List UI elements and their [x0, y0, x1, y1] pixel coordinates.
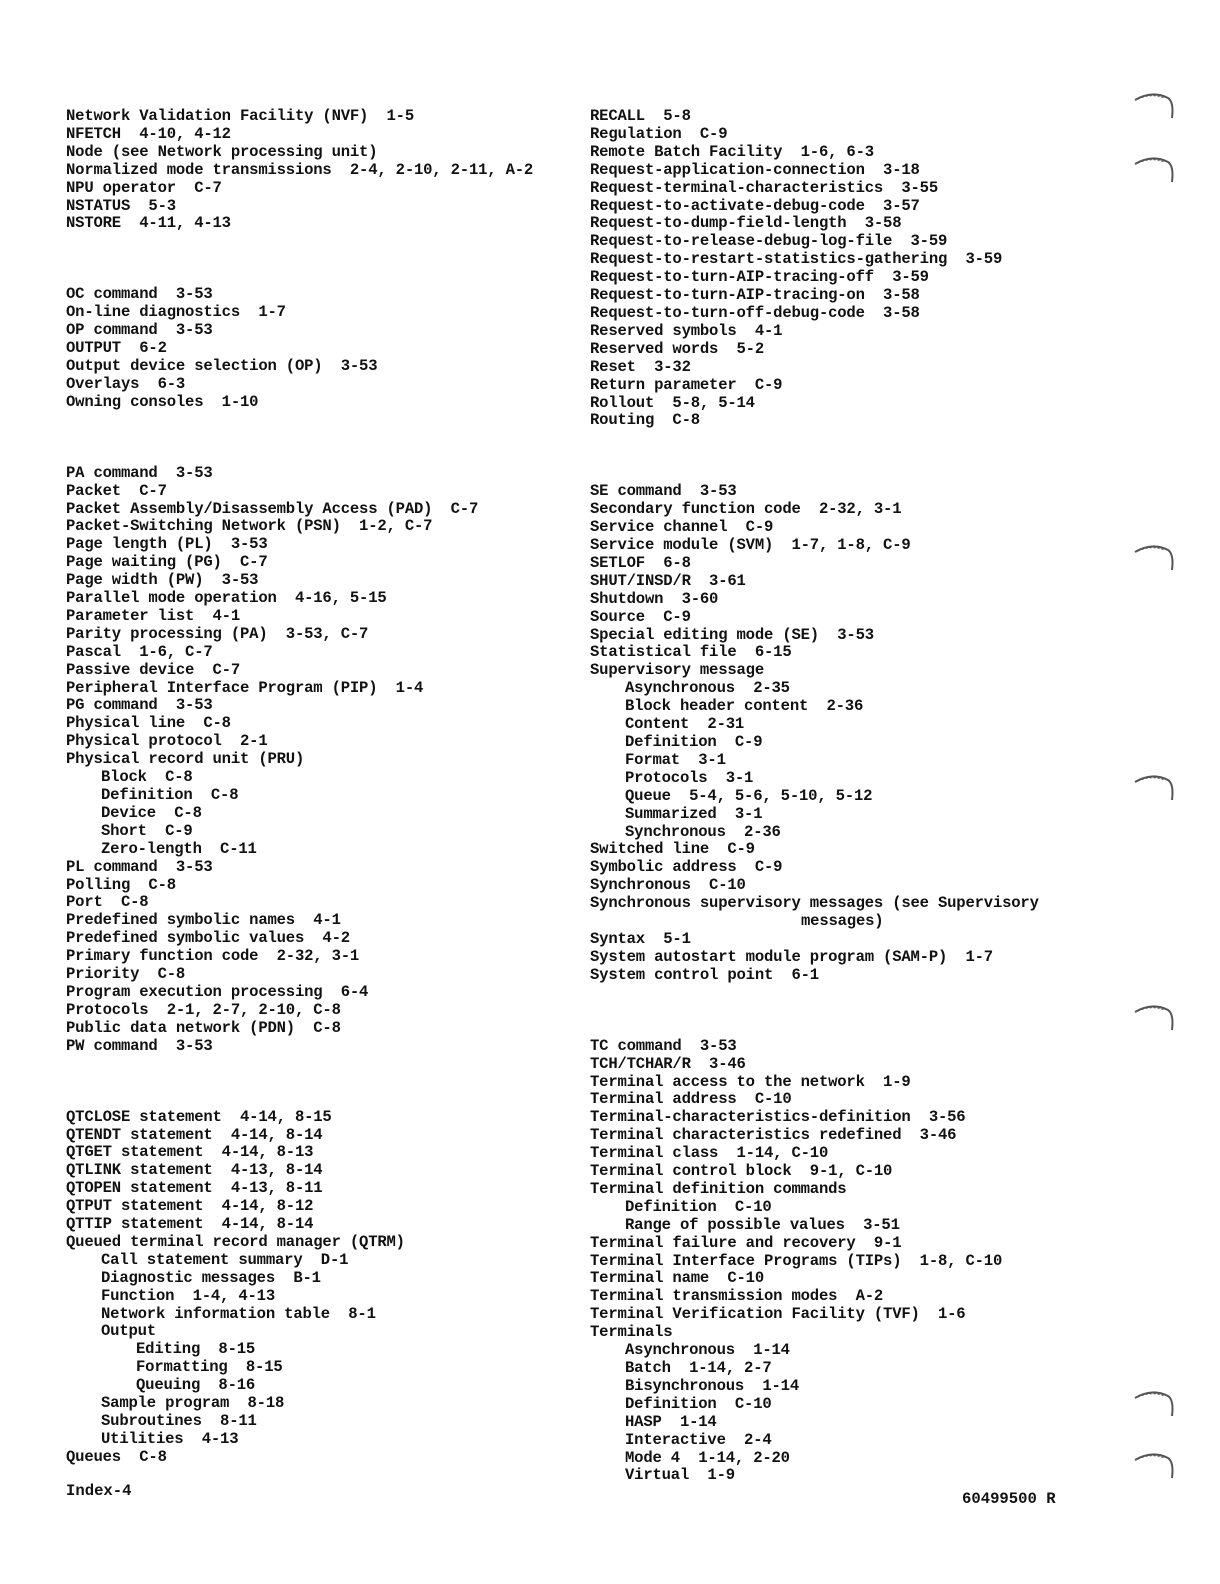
index-entry: System control point 6-1	[590, 965, 819, 984]
index-entry: Output device selection (OP) 3-53	[66, 356, 378, 375]
index-subentry: Range of possible values 3-51	[625, 1215, 900, 1234]
index-entry: Request-to-restart-statistics-gathering 3-59	[590, 250, 1003, 269]
index-entry: On-line diagnostics 1-7	[66, 303, 286, 322]
index-entry: Network Validation Facility (NVF) 1-5	[66, 107, 414, 125]
index-entry: Remote Batch Facility 1-6, 6-3	[590, 142, 874, 161]
punch-mark-icon	[1132, 88, 1178, 124]
index-subentry: Synchronous 2-36	[625, 822, 781, 841]
index-entry: OP command 3-53	[66, 321, 213, 340]
index-entry: QTGET statement 4-14, 8-13	[66, 1143, 314, 1162]
index-entry: RECALL 5-8	[590, 107, 691, 125]
index-subentry: Block C-8	[101, 768, 193, 787]
index-entry: Synchronous C-10	[590, 876, 746, 895]
index-subentry: Mode 4 1-14, 2-20	[625, 1448, 790, 1467]
index-subentry: HASP 1-14	[625, 1412, 717, 1431]
index-subentry: Call statement summary D-1	[101, 1250, 349, 1269]
index-entry: Normalized mode transmissions 2-4, 2-10, 2-11, A-2	[66, 160, 534, 179]
index-entry: Physical record unit (PRU)	[66, 750, 305, 769]
index-entry: Request-to-turn-AIP-tracing-on 3-58	[590, 286, 920, 305]
document-number: 60499500 R	[962, 1490, 1056, 1508]
index-entry: Priority C-8	[66, 965, 186, 984]
index-entry: System autostart module program (SAM-P) 1-7	[590, 947, 993, 966]
index-entry: Request-application-connection 3-18	[590, 160, 920, 179]
index-entry: Terminal Verification Facility (TVF) 1-6	[590, 1305, 966, 1324]
index-entry: Switched line C-9	[590, 840, 755, 859]
index-column-right	[590, 108, 1110, 1485]
index-entry: Special editing mode (SE) 3-53	[590, 625, 874, 644]
index-entry: Synchronous supervisory messages (see Supervisory	[590, 894, 1039, 913]
index-entry: OUTPUT 6-2	[66, 339, 167, 358]
index-column-left	[66, 108, 566, 1467]
index-entry: Terminal address C-10	[590, 1090, 792, 1109]
index-entry: Terminal definition commands	[590, 1179, 847, 1198]
index-entry: Terminal Interface Programs (TIPs) 1-8, C-10	[590, 1251, 1003, 1270]
index-entry: Request-to-activate-debug-code 3-57	[590, 196, 920, 215]
index-entry: Supervisory message	[590, 661, 764, 680]
index-subentry: Definition C-10	[625, 1197, 772, 1216]
index-entry: Request-terminal-characteristics 3-55	[590, 178, 938, 197]
punch-mark-icon	[1132, 1448, 1178, 1484]
index-entry: Terminal class 1-14, C-10	[590, 1144, 829, 1163]
section-gap	[66, 233, 566, 286]
index-subentry: Function 1-4, 4-13	[101, 1286, 275, 1305]
index-entry: Request-to-dump-field-length 3-58	[590, 214, 902, 233]
punch-mark-icon	[1132, 152, 1178, 188]
index-entry: Return parameter C-9	[590, 375, 783, 394]
index-subentry: Protocols 3-1	[625, 768, 754, 787]
index-subentry: Queuing 8-16	[136, 1376, 256, 1395]
index-entry: QTPUT statement 4-14, 8-12	[66, 1197, 314, 1216]
index-entry: Terminal transmission modes A-2	[590, 1287, 884, 1306]
index-subentry: Editing 8-15	[136, 1340, 256, 1359]
index-entry: Parallel mode operation 4-16, 5-15	[66, 589, 387, 608]
punch-mark-icon	[1132, 540, 1178, 576]
index-subentry: messages)	[801, 912, 884, 931]
index-entry: Terminal name C-10	[590, 1269, 764, 1288]
index-entry: Queues C-8	[66, 1447, 167, 1466]
index-entry: Rollout 5-8, 5-14	[590, 393, 755, 412]
index-entry: Terminals	[590, 1323, 673, 1342]
section-gap	[590, 985, 1110, 1038]
index-entry: Program execution processing 6-4	[66, 982, 369, 1001]
index-entry: Passive device C-7	[66, 660, 240, 679]
index-entry: Packet C-7	[66, 481, 167, 500]
index-entry: Service channel C-9	[590, 518, 774, 537]
index-entry: Terminal control block 9-1, C-10	[590, 1162, 893, 1181]
index-entry: NSTATUS 5-3	[66, 196, 176, 215]
index-subentry: Definition C-10	[625, 1394, 772, 1413]
section-gap	[66, 412, 566, 465]
index-entry: Syntax 5-1	[590, 929, 691, 948]
index-subentry: Bisynchronous 1-14	[625, 1376, 799, 1395]
index-entry: Reserved symbols 4-1	[590, 321, 783, 340]
index-entry: SETLOF 6-8	[590, 553, 691, 572]
index-entry: Primary function code 2-32, 3-1	[66, 947, 360, 966]
index-entry: Parity processing (PA) 3-53, C-7	[66, 624, 369, 643]
index-entry: Physical line C-8	[66, 714, 231, 733]
index-entry: Node (see Network processing unit)	[66, 142, 378, 161]
index-subentry: Diagnostic messages B-1	[101, 1268, 321, 1287]
index-entry: Page length (PL) 3-53	[66, 535, 268, 554]
index-subentry: Zero-length C-11	[101, 839, 257, 858]
index-entry: Predefined symbolic values 4-2	[66, 929, 350, 948]
index-subentry: Utilities 4-13	[101, 1429, 239, 1448]
index-subentry: Summarized 3-1	[625, 804, 763, 823]
index-subentry: Short C-9	[101, 821, 193, 840]
index-entry: Port C-8	[66, 893, 149, 912]
index-entry: PA command 3-53	[66, 463, 213, 482]
index-subentry: Virtual 1-9	[625, 1466, 735, 1485]
index-entry: PL command 3-53	[66, 857, 213, 876]
index-subentry: Formatting 8-15	[136, 1358, 283, 1377]
index-entry: Source C-9	[590, 607, 691, 626]
index-entry: Statistical file 6-15	[590, 643, 792, 662]
index-entry: OC command 3-53	[66, 285, 213, 304]
index-subentry: Content 2-31	[625, 715, 745, 734]
index-entry: QTLINK statement 4-13, 8-14	[66, 1161, 323, 1180]
index-entry: SHUT/INSD/R 3-61	[590, 571, 746, 590]
index-subentry: Network information table 8-1	[101, 1304, 376, 1323]
index-subentry: Device C-8	[101, 803, 202, 822]
index-entry: Overlays 6-3	[66, 374, 186, 393]
index-entry: QTOPEN statement 4-13, 8-11	[66, 1179, 323, 1198]
index-subentry: Subroutines 8-11	[101, 1412, 257, 1430]
section-gap	[590, 430, 1110, 483]
index-entry: Request-to-release-debug-log-file 3-59	[590, 232, 948, 251]
index-entry: Protocols 2-1, 2-7, 2-10, C-8	[66, 1000, 341, 1019]
index-entry: QTENDT statement 4-14, 8-14	[66, 1125, 323, 1144]
index-entry: TC command 3-53	[590, 1036, 737, 1055]
index-subentry: Block header content 2-36	[625, 697, 864, 716]
index-entry: Terminal characteristics redefined 3-46	[590, 1126, 957, 1145]
index-entry: Terminal access to the network 1-9	[590, 1072, 911, 1091]
index-entry: Regulation C-9	[590, 124, 728, 143]
index-entry: Reserved words 5-2	[590, 339, 764, 358]
index-subentry: Definition C-8	[101, 786, 239, 804]
index-entry: Owning consoles 1-10	[66, 392, 259, 411]
index-entry: Polling C-8	[66, 875, 176, 894]
index-entry: PG command 3-53	[66, 696, 213, 715]
index-entry: Parameter list 4-1	[66, 606, 240, 625]
index-entry: Request-to-turn-AIP-tracing-off 3-59	[590, 268, 929, 287]
index-entry: TCH/TCHAR/R 3-46	[590, 1054, 746, 1073]
punch-mark-icon	[1132, 1386, 1178, 1422]
index-entry: Physical protocol 2-1	[66, 732, 268, 751]
index-entry: Queued terminal record manager (QTRM)	[66, 1232, 405, 1251]
index-entry: Request-to-turn-off-debug-code 3-58	[590, 303, 920, 322]
index-subentry: Output	[101, 1322, 156, 1341]
index-subentry: Batch 1-14, 2-7	[625, 1359, 772, 1377]
index-subentry: Queue 5-4, 5-6, 5-10, 5-12	[625, 786, 873, 805]
index-subentry: Interactive 2-4	[625, 1430, 772, 1449]
index-entry: Packet Assembly/Disassembly Access (PAD) C-7	[66, 499, 479, 518]
index-entry: Predefined symbolic names 4-1	[66, 911, 341, 930]
index-entry: QTCLOSE statement 4-14, 8-15	[66, 1107, 332, 1126]
index-entry: Shutdown 3-60	[590, 589, 719, 608]
index-entry: Pascal 1-6, C-7	[66, 642, 213, 661]
index-entry: Page width (PW) 3-53	[66, 571, 259, 590]
index-entry: Packet-Switching Network (PSN) 1-2, C-7	[66, 517, 433, 536]
index-entry: NSTORE 4-11, 4-13	[66, 214, 231, 233]
index-entry: Service module (SVM) 1-7, 1-8, C-9	[590, 536, 911, 555]
index-entry: NFETCH 4-10, 4-12	[66, 124, 231, 143]
index-entry: SE command 3-53	[590, 482, 737, 501]
index-entry: QTTIP statement 4-14, 8-14	[66, 1215, 314, 1234]
index-entry: NPU operator C-7	[66, 178, 222, 197]
index-entry: Terminal failure and recovery 9-1	[590, 1233, 902, 1252]
index-subentry: Definition C-9	[625, 733, 763, 751]
index-subentry: Asynchronous 2-35	[625, 679, 790, 698]
index-entry: Public data network (PDN) C-8	[66, 1018, 341, 1037]
page-label: Index-4	[66, 1482, 132, 1500]
index-subentry: Format 3-1	[625, 750, 726, 769]
punch-mark-icon	[1132, 1000, 1178, 1036]
index-subentry: Asynchronous 1-14	[625, 1341, 790, 1360]
index-entry: Symbolic address C-9	[590, 858, 783, 877]
index-entry: Peripheral Interface Program (PIP) 1-4	[66, 678, 424, 697]
index-subentry: Sample program 8-18	[101, 1394, 285, 1413]
index-entry: PW command 3-53	[66, 1036, 213, 1055]
punch-mark-icon	[1132, 770, 1178, 806]
index-entry: Terminal-characteristics-definition 3-56	[590, 1108, 966, 1127]
index-entry: Reset 3-32	[590, 357, 691, 376]
index-entry: Routing C-8	[590, 411, 700, 430]
section-gap	[66, 1056, 566, 1109]
index-entry: Secondary function code 2-32, 3-1	[590, 500, 902, 519]
index-entry: Page waiting (PG) C-7	[66, 553, 268, 572]
